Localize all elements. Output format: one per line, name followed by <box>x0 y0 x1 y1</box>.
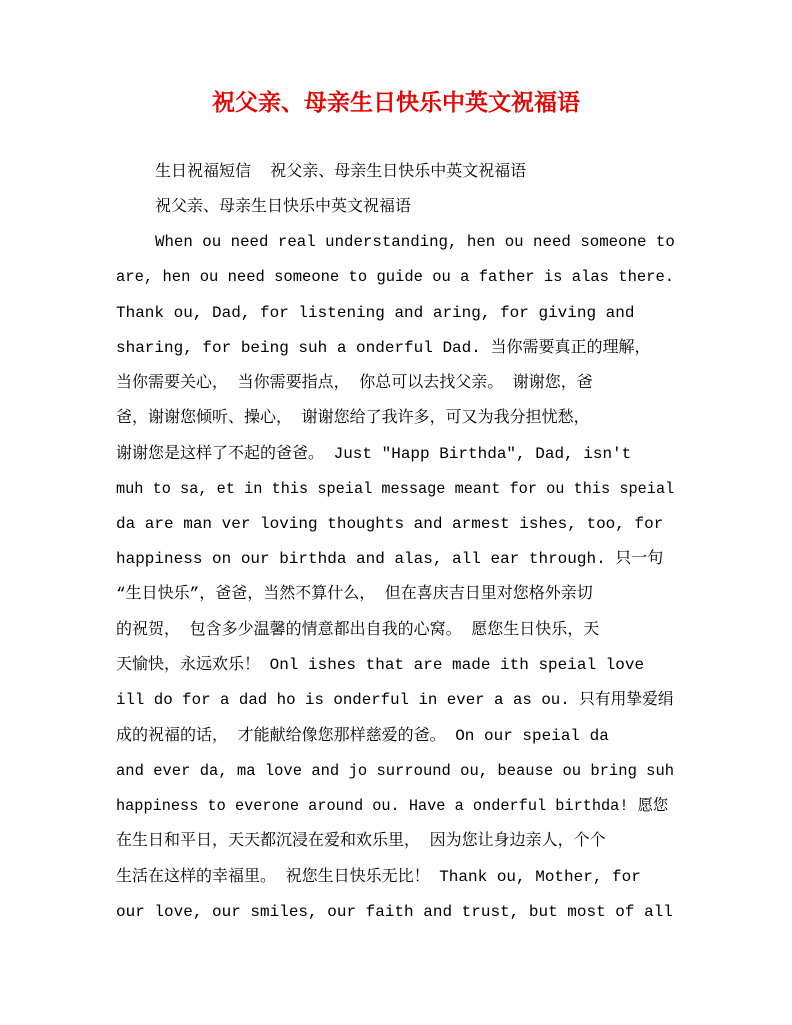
text-line: 在生日和平日，天天都沉浸在爱和欢乐里， 因为您让身边亲人，个个 <box>116 832 606 850</box>
text-line: 成的祝福的话， 才能献给像您那样慈爱的爸。 On our speial da <box>116 727 609 745</box>
text-line: muh to sa, et in this speial message meant for ou this speial <box>116 480 675 498</box>
text-line: 的祝贺， 包含多少温馨的情意都出自我的心窝。 愿您生日快乐，天 <box>116 621 600 639</box>
text-line: happiness on our birthda and alas, all ear through. 只一句 <box>116 550 664 568</box>
text-line: our love, our smiles, our faith and trust, but most of all <box>116 903 673 921</box>
text-line: When ou need real understanding, hen ou need someone to <box>155 233 675 251</box>
text-line: 生活在这样的幸福里。 祝您生日快乐无比！ Thank ou, Mother, for <box>116 868 641 886</box>
text-line: ill do for a dad ho is onderful in ever a as ou. 只有用挚爱绢 <box>116 691 674 709</box>
text-line: and ever da, ma love and jo surround ou, beause ou bring suh <box>116 762 675 780</box>
text-line: 爸，谢谢您倾听、操心， 谢谢您给了我许多，可又为我分担忧愁， <box>116 409 590 427</box>
text-line: “生日快乐”，爸爸，当然不算什么， 但在喜庆吉日里对您格外亲切 <box>116 585 593 603</box>
text-line: 谢谢您是这样了不起的爸爸。 Just "Happ Birthda", Dad, isn't <box>116 445 632 463</box>
text-line: are, hen ou need someone to guide ou a father is alas there. <box>116 268 675 286</box>
text-line: 当你需要关心， 当你需要指点， 你总可以去找父亲。 谢谢您，爸 <box>116 374 593 392</box>
text-line: happiness to everone around ou. Have a onderful birthda! 愿您 <box>116 797 669 815</box>
text-line-heading: 祝父亲、母亲生日快乐中英文祝福语 <box>155 198 412 216</box>
text-line: da are man ver loving thoughts and armest ishes, too, for <box>116 515 664 533</box>
text-line: sharing, for being suh a onderful Dad. 当你需要真正的理解， <box>116 339 651 357</box>
text-line-subtitle: 生日祝福短信 祝父亲、母亲生日快乐中英文祝福语 <box>155 163 527 181</box>
text-line: Thank ou, Dad, for listening and aring, for giving and <box>116 304 635 322</box>
text-line: 天愉快，永远欢乐！ Onl ishes that are made ith speial love <box>116 656 645 674</box>
document-title: 祝父亲、母亲生日快乐中英文祝福语 <box>212 89 580 116</box>
